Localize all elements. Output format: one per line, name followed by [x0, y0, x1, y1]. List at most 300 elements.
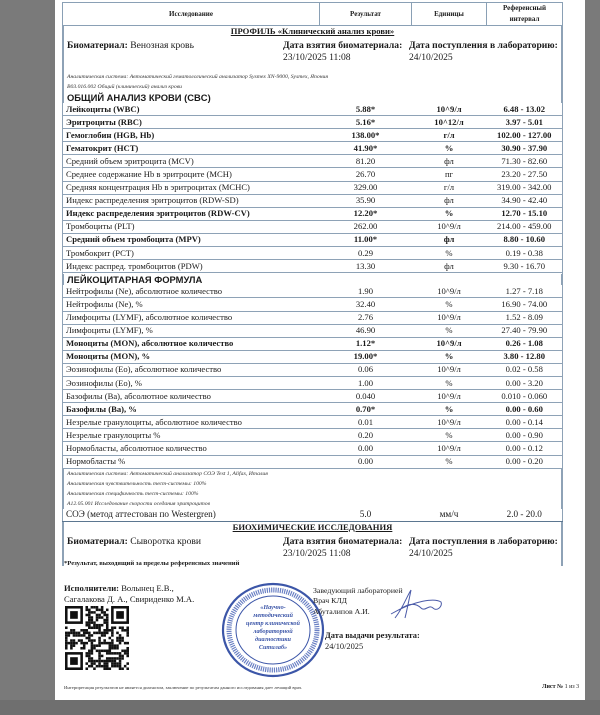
qr-module — [91, 660, 94, 663]
qr-module — [106, 650, 109, 653]
qr-module — [98, 644, 101, 647]
qr-module — [111, 626, 114, 629]
qr-module — [111, 647, 114, 650]
qr-module — [80, 642, 83, 645]
test-name: Нормобласты % — [63, 455, 320, 468]
units: 10^12/л — [412, 116, 487, 129]
qr-module — [70, 632, 73, 635]
issue-date-label: Дата выдачи результата: — [325, 631, 420, 640]
sheet-number — [542, 684, 579, 690]
qr-module — [126, 629, 129, 632]
qr-module — [85, 637, 88, 640]
result-value: 329.00 — [320, 181, 412, 194]
esr-note: Аналитическая специфичность тест-системы: 100% — [67, 490, 199, 497]
qr-module — [96, 644, 99, 647]
qr-module — [106, 614, 109, 617]
table-row — [63, 129, 563, 142]
qr-module — [73, 639, 76, 642]
sheet-label: Лист № — [542, 684, 564, 690]
qr-module — [88, 665, 91, 668]
lab-head-title: Заведующий лабораторией — [313, 586, 403, 595]
table-row — [63, 390, 563, 403]
qr-module — [119, 642, 122, 645]
test-name: Тромбоциты (PLT) — [63, 220, 320, 233]
qr-module — [114, 626, 117, 629]
qr-module — [101, 660, 104, 663]
performers-block — [64, 583, 214, 604]
qr-module — [124, 665, 127, 668]
section-diff-title: ЛЕЙКОЦИТАРНАЯ ФОРМУЛА — [67, 273, 203, 285]
test-name: Нейтрофилы (Ne), абсолютное количество — [63, 285, 320, 298]
collection-date-label: Дата взятия биоматериала: — [283, 535, 403, 547]
qr-module — [106, 662, 109, 665]
biomaterial-value: Венозная кровь — [130, 40, 194, 51]
qr-module — [121, 626, 124, 629]
test-name: Индекс распределения эритроцитов (RDW-SD) — [63, 194, 320, 207]
result-value: 11.00* — [320, 233, 412, 246]
qr-module — [124, 629, 127, 632]
result-value: 2.76 — [320, 311, 412, 324]
qr-module — [121, 650, 124, 653]
result-value: 0.00 — [320, 442, 412, 455]
qr-module — [83, 634, 86, 637]
qr-module — [85, 652, 88, 655]
qr-module — [88, 660, 91, 663]
qr-module — [93, 647, 96, 650]
qr-module — [114, 660, 117, 663]
qr-module — [85, 614, 88, 617]
test-name: Нормобласты, абсолютное количество — [63, 442, 320, 455]
test-name: Эритроциты (RBC) — [63, 116, 320, 129]
qr-module — [93, 621, 96, 624]
profile-cbc-title: ПРОФИЛЬ «Клинический анализ крови» — [230, 26, 395, 36]
reference-interval: 0.00 - 0.12 — [487, 442, 563, 455]
qr-module — [65, 634, 68, 637]
table-row — [63, 247, 563, 260]
qr-module — [96, 616, 99, 619]
qr-module — [121, 639, 124, 642]
qr-module — [88, 626, 91, 629]
qr-module — [109, 667, 112, 670]
results-table — [62, 2, 563, 566]
esr-note: Аналитическая система: Автоматический анализатор СОЭ Test 1, Alifax, Италия — [67, 470, 268, 477]
qr-module — [70, 639, 73, 642]
qr-module — [83, 644, 86, 647]
qr-module — [98, 632, 101, 635]
qr-module — [119, 626, 122, 629]
qr-module — [116, 662, 119, 665]
qr-module — [96, 660, 99, 663]
qr-module — [109, 652, 112, 655]
qr-module — [103, 667, 106, 670]
qr-module — [126, 626, 129, 629]
qr-module — [70, 629, 73, 632]
performers-value: Волынец Е.В., Сагалакова Д. А., Свириденко М.А. — [64, 583, 195, 604]
qr-module — [126, 650, 129, 653]
qr-module — [93, 644, 96, 647]
qr-module — [93, 626, 96, 629]
qr-module — [124, 642, 127, 645]
col-reference-header: Референсный интервал — [487, 3, 563, 26]
qr-module — [70, 642, 73, 645]
qr-module — [116, 647, 119, 650]
test-name: Индекс распред. тромбоцитов (PDW) — [63, 260, 320, 273]
qr-module — [85, 642, 88, 645]
qr-module — [91, 639, 94, 642]
qr-module — [126, 632, 129, 635]
qr-module — [109, 642, 112, 645]
result-value: 46.90 — [320, 324, 412, 337]
table-header-row — [63, 3, 563, 26]
units: 10^9/л — [412, 390, 487, 403]
lab-head-position: Врач КЛД — [313, 596, 347, 606]
qr-module — [91, 634, 94, 637]
stamp-text-line: диагностики — [255, 636, 291, 643]
qr-module — [85, 655, 88, 658]
units: 10^9/л — [412, 220, 487, 233]
test-name: Гематокрит (HCT) — [63, 142, 320, 155]
qr-module — [126, 642, 129, 645]
qr-module — [88, 637, 91, 640]
qr-module — [73, 644, 76, 647]
lab-head-name: Абуталипов А.И. — [313, 606, 370, 616]
table-row — [63, 142, 563, 155]
table-row — [63, 116, 563, 129]
qr-module — [103, 619, 106, 622]
reference-interval: 27.40 - 79.90 — [487, 324, 563, 337]
table-row — [63, 416, 563, 429]
stamp-text-line: Ситилаб» — [258, 644, 288, 651]
biomaterial-label: Биоматериал: — [67, 40, 128, 51]
test-name: Базофилы (Ba), абсолютное количество — [63, 390, 320, 403]
received-date-label: Дата поступления в лабораторию: — [409, 40, 558, 51]
table-row — [63, 285, 563, 298]
qr-module — [91, 657, 94, 660]
stamp-text-line: методический — [253, 612, 293, 619]
units: 10^9/л — [412, 442, 487, 455]
qr-module — [126, 652, 129, 655]
qr-module — [78, 632, 81, 635]
qr-module — [70, 647, 73, 650]
qr-module — [88, 652, 91, 655]
biomaterial-label: Биоматериал: — [67, 535, 128, 547]
test-name: Эозинофилы (Eo), % — [63, 376, 320, 389]
qr-finder — [116, 611, 124, 619]
units: % — [412, 298, 487, 311]
reference-interval: 1.52 - 8.09 — [487, 311, 563, 324]
reference-interval: 34.90 - 42.40 — [487, 194, 563, 207]
qr-module — [78, 634, 81, 637]
qr-module — [106, 616, 109, 619]
qr-module — [109, 657, 112, 660]
qr-module — [114, 665, 117, 668]
qr-module — [96, 619, 99, 622]
qr-module — [91, 626, 94, 629]
reference-interval: 0.010 - 0.060 — [487, 390, 563, 403]
qr-module — [119, 657, 122, 660]
qr-module — [98, 624, 101, 627]
result-value: 0.06 — [320, 363, 412, 376]
qr-module — [65, 644, 68, 647]
table-row — [63, 350, 563, 363]
qr-module — [93, 660, 96, 663]
units: % — [412, 403, 487, 416]
esr-note: A12.05.001 Исследование скорости оседания эритроцитов — [67, 500, 211, 507]
reference-interval: 0.00 - 0.60 — [487, 403, 563, 416]
biomaterial-value: Сыворотка крови — [130, 535, 202, 547]
qr-module — [75, 634, 78, 637]
qr-module — [85, 606, 88, 609]
qr-module — [106, 652, 109, 655]
qr-module — [98, 637, 101, 640]
reference-interval: 9.30 - 16.70 — [487, 260, 563, 273]
table-row — [63, 260, 563, 273]
qr-module — [119, 660, 122, 663]
qr-module — [91, 621, 94, 624]
collection-date-label: Дата взятия биоматериала: — [283, 40, 403, 51]
reference-interval: 102.00 - 127.00 — [487, 129, 563, 142]
qr-module — [109, 647, 112, 650]
units: % — [412, 429, 487, 442]
qr-module — [85, 624, 88, 627]
table-row — [63, 442, 563, 455]
result-value: 0.70* — [320, 403, 412, 416]
qr-module — [98, 657, 101, 660]
qr-module — [124, 652, 127, 655]
qr-module — [101, 624, 104, 627]
qr-module — [93, 632, 96, 635]
reference-interval: 3.80 - 12.80 — [487, 350, 563, 363]
reference-interval: 0.02 - 0.58 — [487, 363, 563, 376]
qr-module — [68, 634, 71, 637]
qr-module — [88, 619, 91, 622]
result-value: 19.00* — [320, 350, 412, 363]
esr-note: Аналитическая чувствительность тест-системы: 100% — [67, 480, 207, 487]
qr-module — [103, 632, 106, 635]
units: % — [412, 350, 487, 363]
result-value: 1.12* — [320, 337, 412, 350]
qr-module — [103, 634, 106, 637]
report-page — [55, 0, 585, 700]
qr-module — [93, 667, 96, 670]
qr-module — [96, 650, 99, 653]
qr-module — [106, 624, 109, 627]
test-name: Тромбокрит (PCT) — [63, 247, 320, 260]
qr-module — [88, 621, 91, 624]
qr-module — [109, 644, 112, 647]
received-date-value: 24/10/2025 — [409, 547, 453, 559]
qr-module — [88, 634, 91, 637]
qr-module — [73, 629, 76, 632]
qr-module — [80, 634, 83, 637]
qr-module — [98, 655, 101, 658]
qr-module — [93, 606, 96, 609]
result-value: 26.70 — [320, 168, 412, 181]
table-row — [63, 311, 563, 324]
result-value: 0.01 — [320, 416, 412, 429]
units: фл — [412, 233, 487, 246]
qr-module — [116, 632, 119, 635]
reference-interval: 0.00 - 3.20 — [487, 376, 563, 389]
units: 10^9/л — [412, 337, 487, 350]
qr-module — [101, 642, 104, 645]
qr-module — [96, 606, 99, 609]
qr-module — [101, 650, 104, 653]
reference-interval: 30.90 - 37.90 — [487, 142, 563, 155]
qr-module — [85, 621, 88, 624]
units: 10^9/л — [412, 285, 487, 298]
qr-module — [119, 662, 122, 665]
section-cbc-title: ОБЩИЙ АНАЛИЗ КРОВИ (CBC) — [67, 92, 211, 103]
qr-module — [88, 611, 91, 614]
reference-interval: 2.0 - 20.0 — [487, 509, 563, 522]
qr-module — [83, 647, 86, 650]
viewer-background-right — [585, 0, 600, 715]
received-date-value: 24/10/2025 — [409, 52, 453, 63]
qr-module — [85, 629, 88, 632]
qr-module — [98, 614, 101, 617]
qr-module — [106, 609, 109, 612]
qr-module — [91, 652, 94, 655]
test-name: Эозинофилы (Eo), абсолютное количество — [63, 363, 320, 376]
qr-module — [101, 655, 104, 658]
performers-label: Исполнители: — [64, 583, 120, 593]
qr-finder — [70, 657, 78, 665]
qr-module — [111, 660, 114, 663]
issue-date-value: 24/10/2025 — [325, 642, 364, 651]
qr-module — [116, 657, 119, 660]
units: % — [412, 324, 487, 337]
test-name: Лимфоциты (LYMF), % — [63, 324, 320, 337]
qr-module — [98, 639, 101, 642]
qr-module — [121, 637, 124, 640]
qr-module — [91, 619, 94, 622]
result-value: 35.90 — [320, 194, 412, 207]
qr-module — [126, 655, 129, 658]
sheet-value: 1 из 3 — [564, 684, 580, 690]
qr-module — [121, 667, 124, 670]
qr-module — [101, 611, 104, 614]
qr-module — [65, 626, 68, 629]
result-value: 5.88* — [320, 103, 412, 116]
result-value: 0.040 — [320, 390, 412, 403]
test-name: Лейкоциты (WBC) — [63, 103, 320, 116]
qr-module — [96, 614, 99, 617]
qr-module — [98, 629, 101, 632]
result-value: 0.29 — [320, 247, 412, 260]
profile-biochem-title: БИОХИМИЧЕСКИЕ ИССЛЕДОВАНИЯ — [232, 521, 393, 532]
qr-module — [114, 652, 117, 655]
result-value: 13.30 — [320, 260, 412, 273]
table-row — [63, 181, 563, 194]
qr-module — [109, 637, 112, 640]
reference-interval: 1.27 - 7.18 — [487, 285, 563, 298]
reference-interval: 0.00 - 0.14 — [487, 416, 563, 429]
qr-module — [80, 647, 83, 650]
table-row — [63, 298, 563, 311]
qr-module — [101, 616, 104, 619]
qr-module — [119, 665, 122, 668]
col-test-header: Исследование — [63, 3, 320, 26]
result-value: 32.40 — [320, 298, 412, 311]
qr-module — [103, 629, 106, 632]
units: 10^9/л — [412, 363, 487, 376]
qr-module — [111, 634, 114, 637]
qr-module — [116, 639, 119, 642]
qr-module — [103, 614, 106, 617]
qr-module — [96, 624, 99, 627]
reference-interval: 319.00 - 342.00 — [487, 181, 563, 194]
table-row — [63, 207, 563, 220]
reference-interval: 12.70 - 15.10 — [487, 207, 563, 220]
table-row — [63, 103, 563, 116]
result-value: 1.00 — [320, 376, 412, 389]
analyzer-note: Аналитическая система: Автоматический гематологический анализатор Sysmex XN-9000, Sysmex, Япония — [67, 74, 329, 80]
reference-interval: 16.90 - 74.00 — [487, 298, 563, 311]
collection-date-value: 23/10/2025 11:08 — [283, 52, 351, 63]
qr-module — [93, 611, 96, 614]
qr-module — [106, 626, 109, 629]
test-name: Средняя концентрация Hb в эритроцитах (MCHC) — [63, 181, 320, 194]
test-name: Базофилы (Ba), % — [63, 403, 320, 416]
qr-module — [103, 662, 106, 665]
table-row — [63, 337, 563, 350]
qr-module — [88, 650, 91, 653]
qr-module — [98, 642, 101, 645]
qr-module — [106, 667, 109, 670]
qr-module — [111, 642, 114, 645]
qr-finder — [70, 611, 78, 619]
result-value: 262.00 — [320, 220, 412, 233]
test-name: Нейтрофилы (Ne), % — [63, 298, 320, 311]
qr-module — [83, 632, 86, 635]
qr-module — [75, 642, 78, 645]
qr-module — [111, 657, 114, 660]
qr-module — [98, 652, 101, 655]
units: г/л — [412, 181, 487, 194]
result-value: 5.0 — [320, 509, 412, 522]
qr-module — [103, 650, 106, 653]
lab-stamp — [218, 580, 328, 680]
reference-interval: 6.48 - 13.02 — [487, 103, 563, 116]
qr-module — [96, 626, 99, 629]
table-row — [63, 220, 563, 233]
qr-module — [124, 650, 127, 653]
qr-module — [109, 650, 112, 653]
qr-module — [114, 657, 117, 660]
result-value: 81.20 — [320, 155, 412, 168]
qr-module — [101, 609, 104, 612]
signature — [385, 588, 445, 622]
qr-module — [85, 667, 88, 670]
qr-module — [101, 665, 104, 668]
qr-module — [111, 662, 114, 665]
qr-module — [65, 642, 68, 645]
reference-interval: 3.97 - 5.01 — [487, 116, 563, 129]
qr-module — [96, 665, 99, 668]
qr-module — [111, 632, 114, 635]
result-value: 1.90 — [320, 285, 412, 298]
issue-date-block — [325, 630, 420, 652]
qr-module — [80, 639, 83, 642]
units: % — [412, 142, 487, 155]
stamp-text-line: центр клинической — [246, 620, 300, 627]
reference-interval: 0.26 - 1.08 — [487, 337, 563, 350]
qr-module — [101, 606, 104, 609]
qr-module — [93, 639, 96, 642]
units: % — [412, 247, 487, 260]
qr-module — [91, 662, 94, 665]
